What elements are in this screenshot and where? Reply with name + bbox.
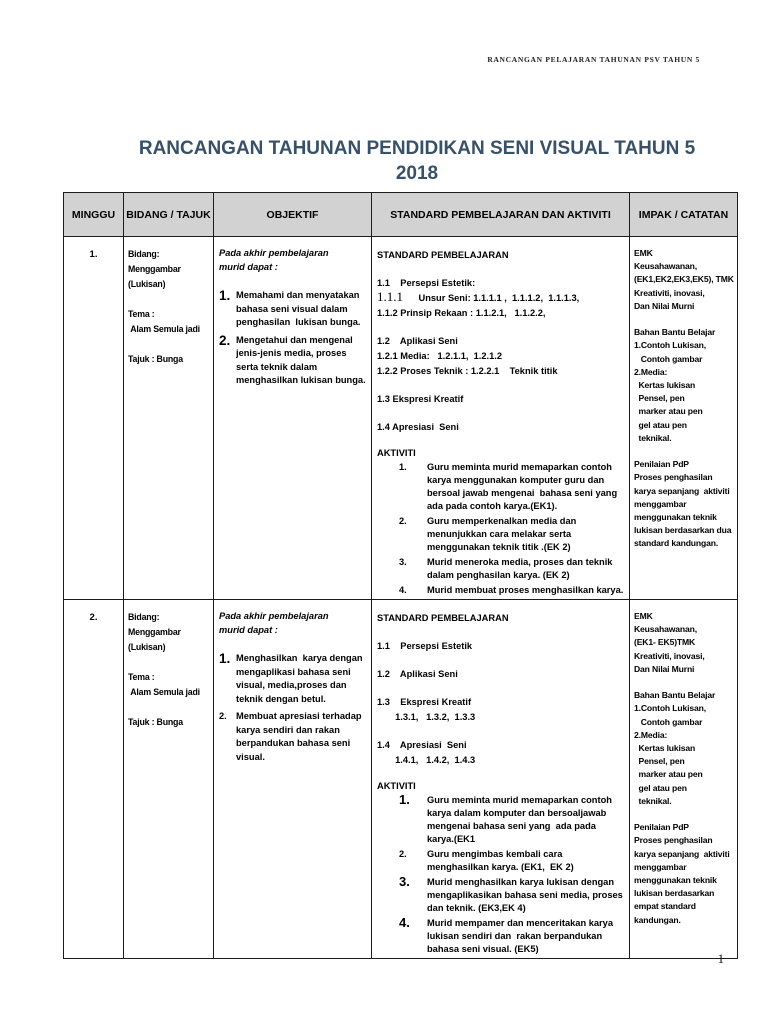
impak-line: 1.Contoh Lukisan, (634, 340, 706, 351)
cell-bidang-tajuk (124, 237, 214, 600)
standard-line (377, 348, 625, 363)
standard-line (377, 333, 625, 348)
impak-line: Pensel, pen (634, 756, 685, 767)
impak-line (634, 676, 735, 689)
standard-line (377, 434, 625, 447)
table-row (64, 237, 738, 600)
cell-impak-catatan (630, 600, 738, 959)
standard-line-text: 1.3 Ekspresi Kreatif (377, 394, 464, 404)
standard-line (377, 666, 625, 681)
objektif-list (219, 652, 367, 764)
impak-line: Keusahawanan, (634, 624, 698, 635)
aktiviti-item-number: 1. (399, 792, 410, 807)
aktiviti-item-text: Murid membuat proses menghasilkan karya. (427, 585, 624, 595)
impak-line: 1.Contoh Lukisan, (634, 703, 706, 714)
standard-line (377, 724, 625, 737)
impak-line: Kreativiti, inovasi, (634, 287, 705, 298)
cell-minggu: 2. (64, 600, 124, 959)
table-body (64, 237, 738, 959)
impak-line (634, 313, 735, 326)
impak-line: Kertas lukisan (634, 380, 696, 391)
standard-line-text: 1.1.2 Prinsip Rekaan : 1.1.2.1, 1.1.2.2, (377, 308, 546, 318)
impak-line (634, 445, 735, 458)
standard-line-text: 1.3.1, 1.3.2, 1.3.3 (377, 712, 476, 722)
aktiviti-item (377, 794, 625, 846)
standard-line (377, 694, 625, 709)
bidang-line: Tajuk : Bunga (128, 354, 183, 364)
aktiviti-item (377, 461, 625, 513)
standard-line-text: 1.1 Persepsi Estetik: (377, 278, 476, 288)
aktiviti-list (377, 461, 625, 597)
standard-line (377, 378, 625, 391)
aktiviti-item-text: Murid menghasilkan karya lukisan dengan mengaplikasikan bahasa seni media, proses dan teknik. (EK3,EK 4) (427, 877, 626, 913)
document-title-line1: RANCANGAN TAHUNAN PENDIDIKAN SENI VISUAL TAHUN 5 (138, 138, 696, 159)
standard-line (377, 653, 625, 666)
impak-line: 2.Media: (634, 366, 668, 377)
column-header: MINGGU (64, 193, 124, 237)
impak-line: EMK (634, 248, 653, 258)
bidang-line: (Lukisan) (128, 642, 166, 652)
objektif-item (219, 289, 367, 330)
impak-line: Penilaian PdP (634, 459, 689, 470)
aktiviti-item-number: 4. (399, 585, 407, 595)
impak-line: gel atau pen (634, 419, 687, 430)
bidang-line (128, 292, 211, 307)
objektif-item-number: 1. (219, 288, 231, 303)
lesson-plan-table (63, 192, 738, 959)
standard-line (377, 275, 625, 290)
aktiviti-heading: AKTIVITI (377, 448, 416, 458)
cell-objektif (214, 237, 372, 600)
standard-line (377, 262, 625, 275)
column-header: BIDANG / TAJUK (124, 193, 214, 237)
document-title-line2: 2018 (395, 163, 439, 184)
impak-line: Contoh gambar (634, 716, 703, 727)
table-row (64, 600, 738, 959)
standard-line-text: STANDARD PEMBELAJARAN (377, 250, 509, 260)
standard-line-serif-number: 1.1.1 (377, 289, 403, 304)
impak-line (634, 808, 735, 821)
objektif-intro: Pada akhir pembelajaran murid dapat : (219, 248, 329, 272)
objektif-item-text: Memahami dan menyatakan bahasa seni visual dalam penghasilan lukisan bunga. (236, 290, 363, 327)
standard-line (377, 305, 625, 320)
aktiviti-item (377, 556, 625, 582)
standard-line (377, 363, 625, 378)
standard-line-text: 1.4.1, 1.4.2, 1.4.3 (377, 755, 476, 765)
aktiviti-item-text: Murid meneroka media, proses dan teknik dalam penghasilan karya. (EK 2) (427, 557, 616, 580)
objektif-item-number: 2. (219, 711, 227, 721)
aktiviti-item (377, 876, 625, 915)
impak-line: Dan Nilai Murni (634, 300, 695, 311)
standard-line-text: 1.2.2 Proses Teknik : 1.2.2.1 Teknik titik (377, 366, 558, 376)
document-title (64, 136, 768, 186)
objektif-item-text: Membuat apresiasi terhadap karya sendiri dan rakan berpandukan bahasa seni visual. (236, 711, 365, 762)
impak-line: Kertas lukisan (634, 743, 696, 754)
standard-line (377, 320, 625, 333)
standard-line (377, 247, 625, 262)
aktiviti-item-text: Guru meminta murid memaparkan contoh karya menggunakan komputer guru dan bersoal jawab mengenai bahasa seni yang ada pada contoh karya.(EK1). (427, 462, 620, 511)
aktiviti-item-text: Guru mengimbas kembali cara menghasilkan karya. (EK1, EK 2) (427, 849, 574, 872)
standard-line (377, 681, 625, 694)
cell-minggu: 1. (64, 237, 124, 600)
objektif-item-text: Mengetahui dan mengenal jenis-jenis media, proses serta teknik dalam menghasilkan lukisan bunga. (236, 334, 366, 385)
standard-line (377, 406, 625, 419)
impak-line: Penilaian PdP (634, 822, 689, 833)
standard-line-text: 1.3 Ekspresi Kreatif (377, 697, 472, 707)
impak-line: Contoh gambar (634, 353, 703, 364)
cell-objektif (214, 600, 372, 959)
impak-line: 2.Media: (634, 729, 668, 740)
aktiviti-item-number: 2. (399, 849, 407, 859)
standard-line-text: Unsur Seni: 1.1.1.1 , 1.1.1.2, 1.1.1.3, (403, 293, 580, 303)
impak-line: teknikal. (634, 795, 672, 806)
standard-lines (377, 247, 625, 447)
table-header-row (64, 193, 738, 237)
impak-line: Bahan Bantu Belajar (634, 690, 716, 701)
standard-line-text: STANDARD PEMBELAJARAN (377, 613, 509, 623)
impak-line: Keusahawanan, (634, 261, 698, 272)
impak-line: marker atau pen (634, 406, 703, 417)
cell-bidang-tajuk (124, 600, 214, 959)
aktiviti-item-number: 3. (399, 874, 410, 889)
aktiviti-item (377, 515, 625, 554)
bidang-line (128, 655, 211, 670)
running-header: RANCANGAN PELAJARAN TAHUNAN PSV TAHUN 5 (487, 55, 700, 64)
impak-line: gel atau pen (634, 782, 687, 793)
aktiviti-item-text: Guru meminta murid memaparkan contoh karya dalam komputer dan bersoaljawab mengenai bahasa seni yang ada pada karya.(EK1 (427, 795, 615, 844)
standard-line (377, 752, 625, 767)
standard-line (377, 625, 625, 638)
impak-line: marker atau pen (634, 769, 703, 780)
aktiviti-item (377, 584, 625, 597)
bidang-line: Tema : (128, 672, 155, 682)
aktiviti-item-number: 1. (399, 462, 407, 472)
impak-line: Proses penghasilan karya sepanjang aktiviti menggambar menggunakan teknik lukisan berdasarkan dua standard kandungan. (634, 472, 734, 549)
column-header: IMPAK / CATATAN (630, 193, 738, 237)
standard-line (377, 391, 625, 406)
cell-impak-catatan (630, 237, 738, 600)
standard-line (377, 290, 625, 305)
bidang-line: Bidang: Menggambar (128, 612, 181, 637)
impak-line: Bahan Bantu Belajar (634, 327, 716, 338)
aktiviti-item-number: 2. (399, 516, 407, 526)
aktiviti-item-text: Guru memperkenalkan media dan menunjukkan cara melakar serta menggunakan teknik titik .(EK 2) (427, 516, 579, 552)
impak-line: teknikal. (634, 432, 672, 443)
standard-line (377, 419, 625, 434)
standard-line (377, 737, 625, 752)
standard-line-text: 1.2 Aplikasi Seni (377, 669, 458, 679)
bidang-line: Bidang: Menggambar (128, 249, 181, 274)
standard-line-text: 1.2.1 Media: 1.2.1.1, 1.2.1.2 (377, 351, 503, 361)
aktiviti-item-text: Murid mempamer dan menceritakan karya lukisan sendiri dan rakan berpandukan bahasa seni visual. (EK5) (427, 918, 616, 954)
objektif-item-number: 2. (219, 332, 231, 348)
standard-line-text: 1.4 Apresiasi Seni (377, 422, 459, 432)
aktiviti-heading: AKTIVITI (377, 781, 416, 791)
column-header: STANDARD PEMBELAJARAN DAN AKTIVITI (372, 193, 630, 237)
objektif-item-text: Menghasilkan karya dengan mengaplikasi bahasa seni visual, media,proses dan teknik dengan betul. (236, 653, 366, 704)
bidang-line: (Lukisan) (128, 279, 166, 289)
aktiviti-item-number: 4. (399, 915, 410, 930)
bidang-line (128, 337, 211, 352)
bidang-line: Alam Semula jadi (128, 687, 200, 697)
aktiviti-list (377, 794, 625, 956)
objektif-item-number: 1. (219, 651, 231, 666)
cell-standard-pembelajaran (372, 600, 630, 959)
bidang-line: Alam Semula jadi (128, 324, 200, 334)
aktiviti-item (377, 917, 625, 956)
impak-line: (EK1- EK5)TMK (634, 637, 696, 648)
impak-line: EMK (634, 611, 653, 621)
objektif-intro: Pada akhir pembelajaran murid dapat : (219, 611, 329, 635)
column-header: OBJEKTIF (214, 193, 372, 237)
impak-line: Kreativiti, inovasi, (634, 650, 705, 661)
standard-line (377, 638, 625, 653)
standard-line-text: 1.4 Apresiasi Seni (377, 740, 467, 750)
objektif-item (219, 710, 367, 764)
bidang-line: Tajuk : Bunga (128, 717, 183, 727)
standard-line (377, 610, 625, 625)
impak-line: Dan Nilai Murni (634, 663, 695, 674)
impak-line: Pensel, pen (634, 393, 685, 404)
standard-line-text: 1.1 Persepsi Estetik (377, 641, 473, 651)
cell-standard-pembelajaran (372, 237, 630, 600)
impak-line: (EK1,EK2,EK3,EK5), TMK (634, 274, 734, 285)
objektif-item (219, 334, 367, 388)
page-number: 1 (717, 952, 724, 966)
impak-line: Proses penghasilan karya sepanjang aktiviti menggambar menggunakan teknik lukisan berdasarkan empat standard kandungan. (634, 835, 732, 925)
standard-line (377, 709, 625, 724)
bidang-line (128, 700, 211, 715)
objektif-item (219, 652, 367, 706)
standard-lines (377, 610, 625, 780)
aktiviti-item (377, 848, 625, 874)
objektif-list (219, 289, 367, 388)
bidang-line: Tema : (128, 309, 155, 319)
aktiviti-item-number: 3. (399, 557, 407, 567)
standard-line-text: 1.2 Aplikasi Seni (377, 336, 458, 346)
standard-line (377, 767, 625, 780)
